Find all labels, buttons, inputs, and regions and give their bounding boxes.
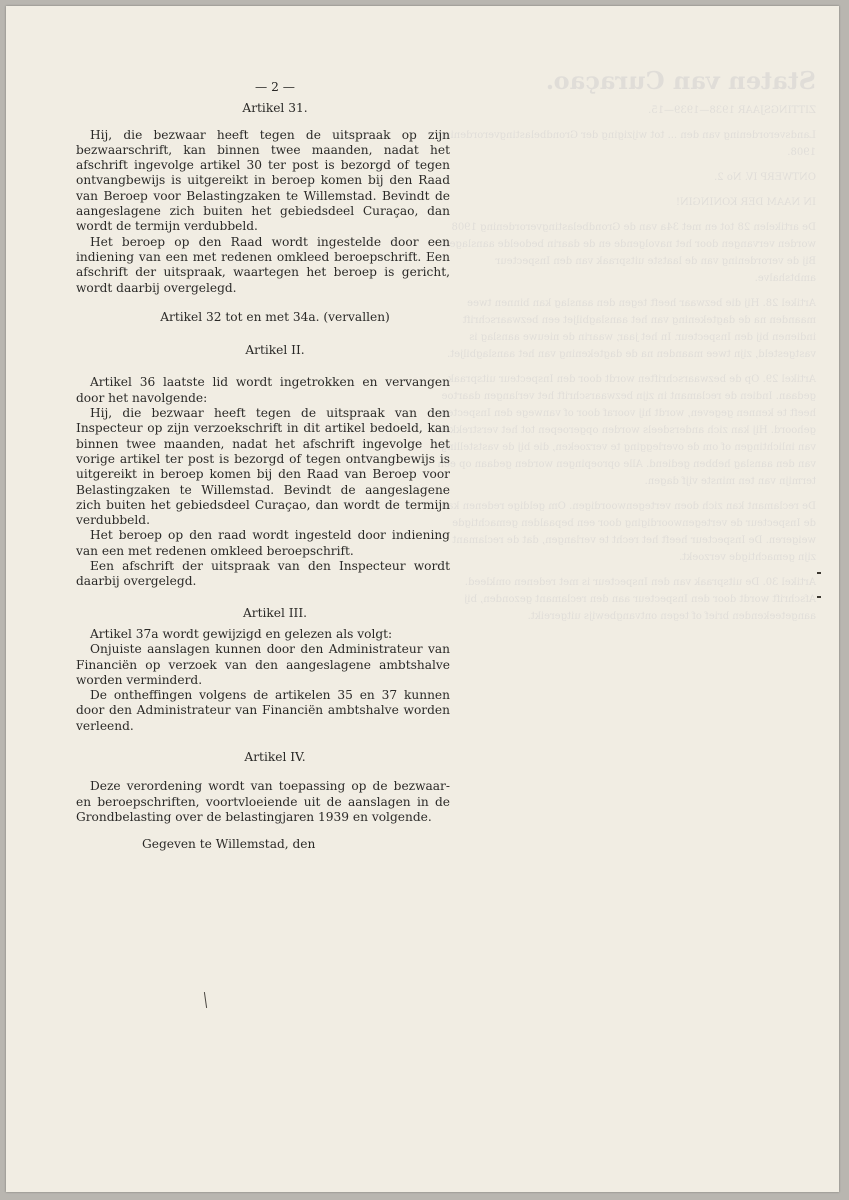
section-artikel-32-34a — [76, 310, 450, 325]
paragraph: Onjuiste aanslagen kunnen door den Administrateur van Financiën op verzoek van den aangeslagene ambtshalve worden verminderd. — [76, 642, 450, 687]
section-heading: Artikel 32 tot en met 34a. (vervallen) — [160, 309, 390, 324]
paragraph: Deze verordening wordt van toepassing op de bezwaar- en beroepschriften, voortvloeiende uit de aanslagen in de Grondbelasting over de belastingjaren 1939 en volgende. — [76, 779, 450, 824]
section-heading: Artikel II. — [245, 343, 305, 358]
text-column — [76, 80, 450, 852]
section-heading: Artikel IV. — [244, 749, 306, 764]
section-artikel-iii — [76, 606, 450, 734]
signoff-line: Gegeven te Willemstad, den — [142, 837, 316, 852]
paragraph: Het beroep op den Raad wordt ingestelde door een indiening van een met redenen omkleed beroepschrift. Een afschrift der uitspraak, waartegen het beroep is gericht, wordt daarbij overgelegd. — [76, 234, 450, 295]
section-artikel-ii — [76, 343, 450, 589]
paragraph: Hij, die bezwaar heeft tegen de uitspraak van den Inspecteur op zijn verzoekschrift in dit artikel bedoeld, kan binnen twee maanden, nadat het afschrift ingevolge het vorige artikel ter post is bezorgd of tegen ontvangbewijs is uitgereikt in beroep komen bij den Raad van Beroep voor Belastingzaken te Willemstad. Bevindt de aangeslagene zich buiten het gebiedsdeel Curaçao, dan wordt de termijn verdubbeld. — [76, 406, 450, 528]
section-heading: Artikel 31. — [242, 101, 308, 116]
paragraph: Artikel 36 laatste lid wordt ingetrokken en vervangen door het navolgende: — [76, 375, 450, 405]
paragraph: Artikel 37a wordt gewijzigd en gelezen als volgt: — [90, 626, 393, 641]
paragraph: De ontheffingen volgens de artikelen 35 en 37 kunnen door den Administrateur van Financiën ambtshalve worden verleend. — [76, 688, 450, 733]
pencil-tick-mark — [204, 992, 207, 1008]
margin-mark — [817, 572, 821, 574]
document-page — [6, 6, 839, 1192]
paragraph: Een afschrift der uitspraak van den Inspecteur wordt daarbij overgelegd. — [76, 559, 450, 589]
paragraph: Hij, die bezwaar heeft tegen de uitspraak op zijn bezwaarschrift, kan binnen twee maanden, nadat het afschrift ingevolge artikel 30 ter post is bezorgd of tegen ontvangbewijs is uitgereikt in beroep komen bij den Raad van Beroep voor Belastingzaken te Willemstad. Bevindt de aangeslagene zich buiten het gebiedsdeel Curaçao, dan wordt de termijn verdubbeld. — [76, 127, 450, 234]
paragraph: Het beroep op den raad wordt ingesteld door indiening van een met redenen omkleed beroepschrift. — [76, 528, 450, 558]
section-artikel-iv — [76, 750, 450, 825]
page-number: — 2 — — [255, 80, 295, 94]
section-heading: Artikel III. — [242, 605, 308, 620]
section-artikel-31 — [76, 101, 450, 296]
bleed-through-reverse-side: Staten van Curaçao. ZITTINGSJAAR 1938—1939—15. Landsverordening van den ... tot wijziging der Grondbelastingverordening 1908. ONTWERP IV. No 2. IN NAAM DER KONINGIN! De artikelen 28 tot en met 34a van de Grondbelastingverordening 1908 worden vervangen door het navolgende en de daarin bedoelde aanslagen. Bij de verordening van de laatste uitspraak van den Inspecteur ambtshalve. Artikel 28. Hij die bezwaar heeft tegen den aanslag kan binnen twee maanden na de dagtekening van het aanslagbiljet een bezwaarschrift indienen bij den Inspecteur. In het jaar, waarin de nieuwe aanslag is vastgesteld, zijn twee maanden na de dagtekening van het aanslagbiljet. Artikel 29. Op de bezwaarschriften wordt door den Inspecteur uitspraak gedaan. Indien de reclamant in zijn bezwaarschrift het verlangen daartoe heeft te kennen gegeven, wordt hij vooraf door of vanwege den Inspecteur gehoord. Hij kan zich andersdeels worden opgeroepen tot het verstrekken van inlichtingen of om de overlegging te verzoeken, die bij de vaststelling van den aanslag hebben gediend. Alle oproepingen worden gedaan op een termijn van ten minste vijf dagen. De reclamant kan zich doen vertegenwoordigen. Om geldige redenen kan de Inspecteur de vertegenwoordiging door een bepaalden gemachtigde weigeren. De Inspecteur heeft het recht te verlangen, dat de reclamant zijn gemachtigde verzoekt. Artikel 30. De uitspraak van den Inspecteur is met redenen omkleed. Afschrift wordt door den Inspecteur aan den reclamant gezonden, bij aangeteekenden brief of tegen ontvangbewijs uitgereikt. — [436, 66, 816, 622]
margin-mark — [817, 596, 821, 598]
